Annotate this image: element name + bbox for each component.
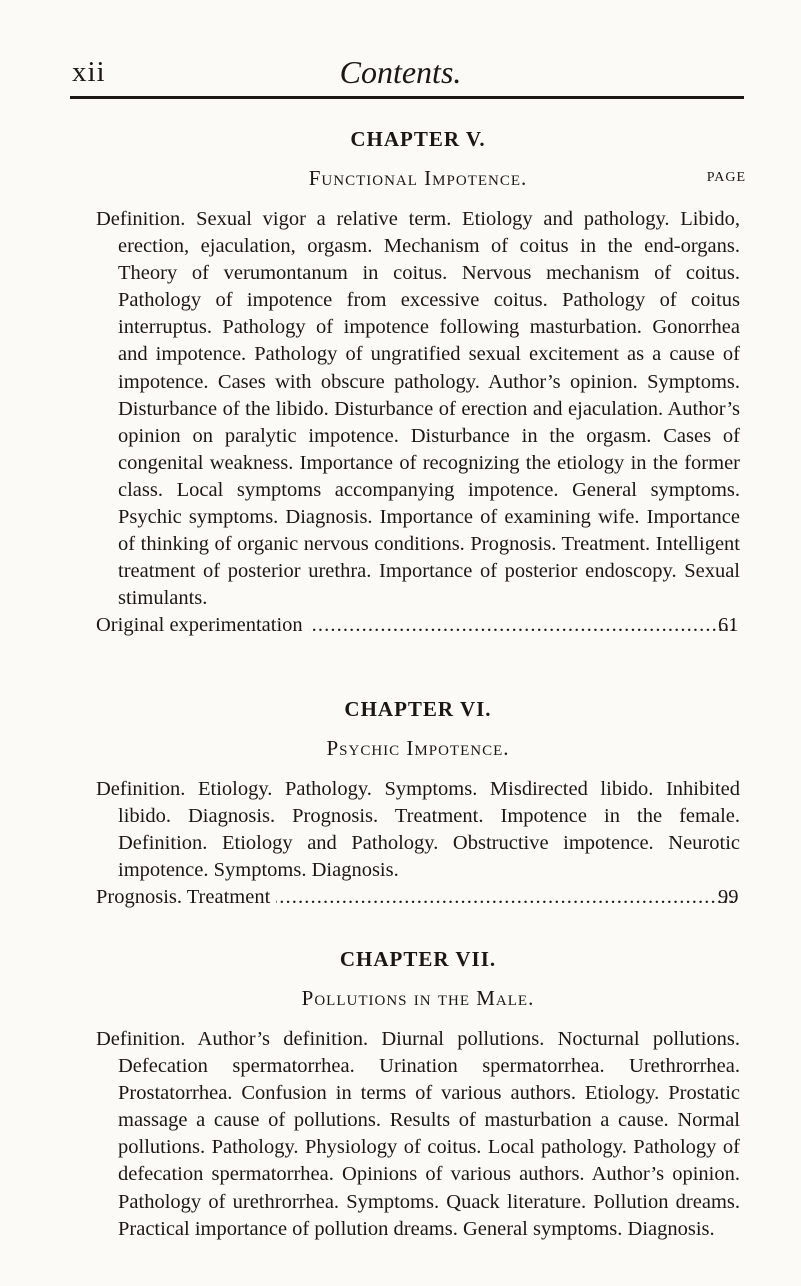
chapter-subtitle: Pollutions in the Male.: [301, 986, 535, 1010]
chapter-contents-text: Definition. Author’s definition. Diurnal pollutions. Nocturnal pollutions. Defecation spermatorrhea. Urination spermatorrhea. Urethrorrhea. Prostatorrhea. Confusion in terms of various authors. Etiology. Prostatic massage a cause of pollutions. Results of masturbation a cause. Normal pollutions. Pathology. Physiology of coitus. Local pathology. Pathology of defecation spermatorrhea. Opinions of various authors. Author’s opinion. Pathology of urethrorrhea. Symptoms. Quack literature. Pollution dreams. Practical importance of pollution dreams. General symptoms. Diagnosis.: [96, 1028, 740, 1240]
chapter-contents-text: Definition. Sexual vigor a relative term. Etiology and pathology. Libido, erection, ejaculation, orgasm. Mechanism of coitus in the end-organs. Theory of verumontanum in coitus. Nervous mechanism of coitus. Pathology of impotence from excessive coitus. Pathology of coitus interruptus. Pathology of impotence following masturbation. Gonorrhea and impotence. Pathology of ungratified sexual excitement as a cause of impotence. Cases with obscure pathology. Author’s opinion. Symptoms. Disturbance of the libido. Disturbance of erection and ejaculation. Author’s opinion on paralytic impotence. Disturbance in the orgasm. Cases of congenital weakness. Importance of recognizing the etiology in the former class. Local symptoms accompanying impotence. General symptoms. Psychic symptoms. Diagnosis. Importance of examining wife. Importance of thinking of organic nervous conditions. Prognosis. Treatment. Intelligent treatment of posterior urethra. Importance of posterior endoscopy. Sexual stimulants.: [96, 208, 740, 610]
chapter-subtitle: Psychic Impotence.: [326, 736, 510, 760]
chapter-contents: Definition. Sexual vigor a relative term. Etiology and pathology. Libido, erection, ejaculation, orgasm. Mechanism of coitus in the end-organs. Theory of verumontanum in coitus. Nervous mechanism of coitus. Pathology of impotence from excessive coitus. Pathology of coitus interruptus. Pathology of impotence following masturbation. Gonorrhea and impotence. Pathology of ungratified sexual excitement as a cause of impotence. Cases with obscure pathology. Author’s opinion. Symptoms. Disturbance of the libido. Disturbance of erection and ejaculation. Author’s opinion on paralytic impotence. Disturbance in the orgasm. Cases of congenital weakness. Importance of recognizing the etiology in the former class. Local symptoms accompanying impotence. General symptoms. Psychic symptoms. Diagnosis. Importance of examining wife. Importance of thinking of organic nervous conditions. Prognosis. Treatment. Intelligent treatment of posterior urethra. Importance of posterior endoscopy. Sexual stimulants. Original experimentation . . . 61: [96, 206, 740, 640]
running-head: [0, 48, 801, 98]
chapter-heading: CHAPTER V.: [350, 127, 486, 151]
chapter-vii: [96, 946, 740, 1243]
chapter-contents-text: Definition. Etiology. Pathology. Symptoms. Misdirected libido. Inhibited libido. Diagnosis. Prognosis. Treatment. Impotence in the female. Definition. Etiology and Pathology. Obstructive impotence. Neurotic impotence. Symptoms. Diagnosis.: [96, 778, 740, 882]
running-title: Contents.: [339, 54, 462, 90]
chapter-heading: CHAPTER VII.: [339, 947, 497, 971]
dot-leaders: [309, 612, 734, 639]
chapter-v: [96, 126, 746, 640]
chapter-contents: [96, 1026, 740, 1243]
page-number: xii: [72, 56, 106, 88]
dot-leaders: [276, 884, 734, 911]
header-rule: [70, 96, 744, 99]
page-column-label: PAGE: [706, 170, 746, 185]
chapter-subtitle: Functional Impotence.: [308, 166, 528, 190]
chapter-contents-last-line: Original experimentation: [96, 614, 303, 637]
chapter-heading: CHAPTER VI.: [344, 697, 492, 721]
chapter-contents-last-line: Prognosis. Treatment: [96, 886, 271, 909]
chapter-contents: Definition. Etiology. Pathology. Symptoms. Misdirected libido. Inhibited libido. Diagnosis. Prognosis. Treatment. Impotence in the female. Definition. Etiology and Pathology. Obstructive impotence. Neurotic impotence. Symptoms. Diagnosis. Prognosis. Treatment . . . 99: [96, 776, 740, 911]
chapter-vi: [96, 696, 740, 911]
